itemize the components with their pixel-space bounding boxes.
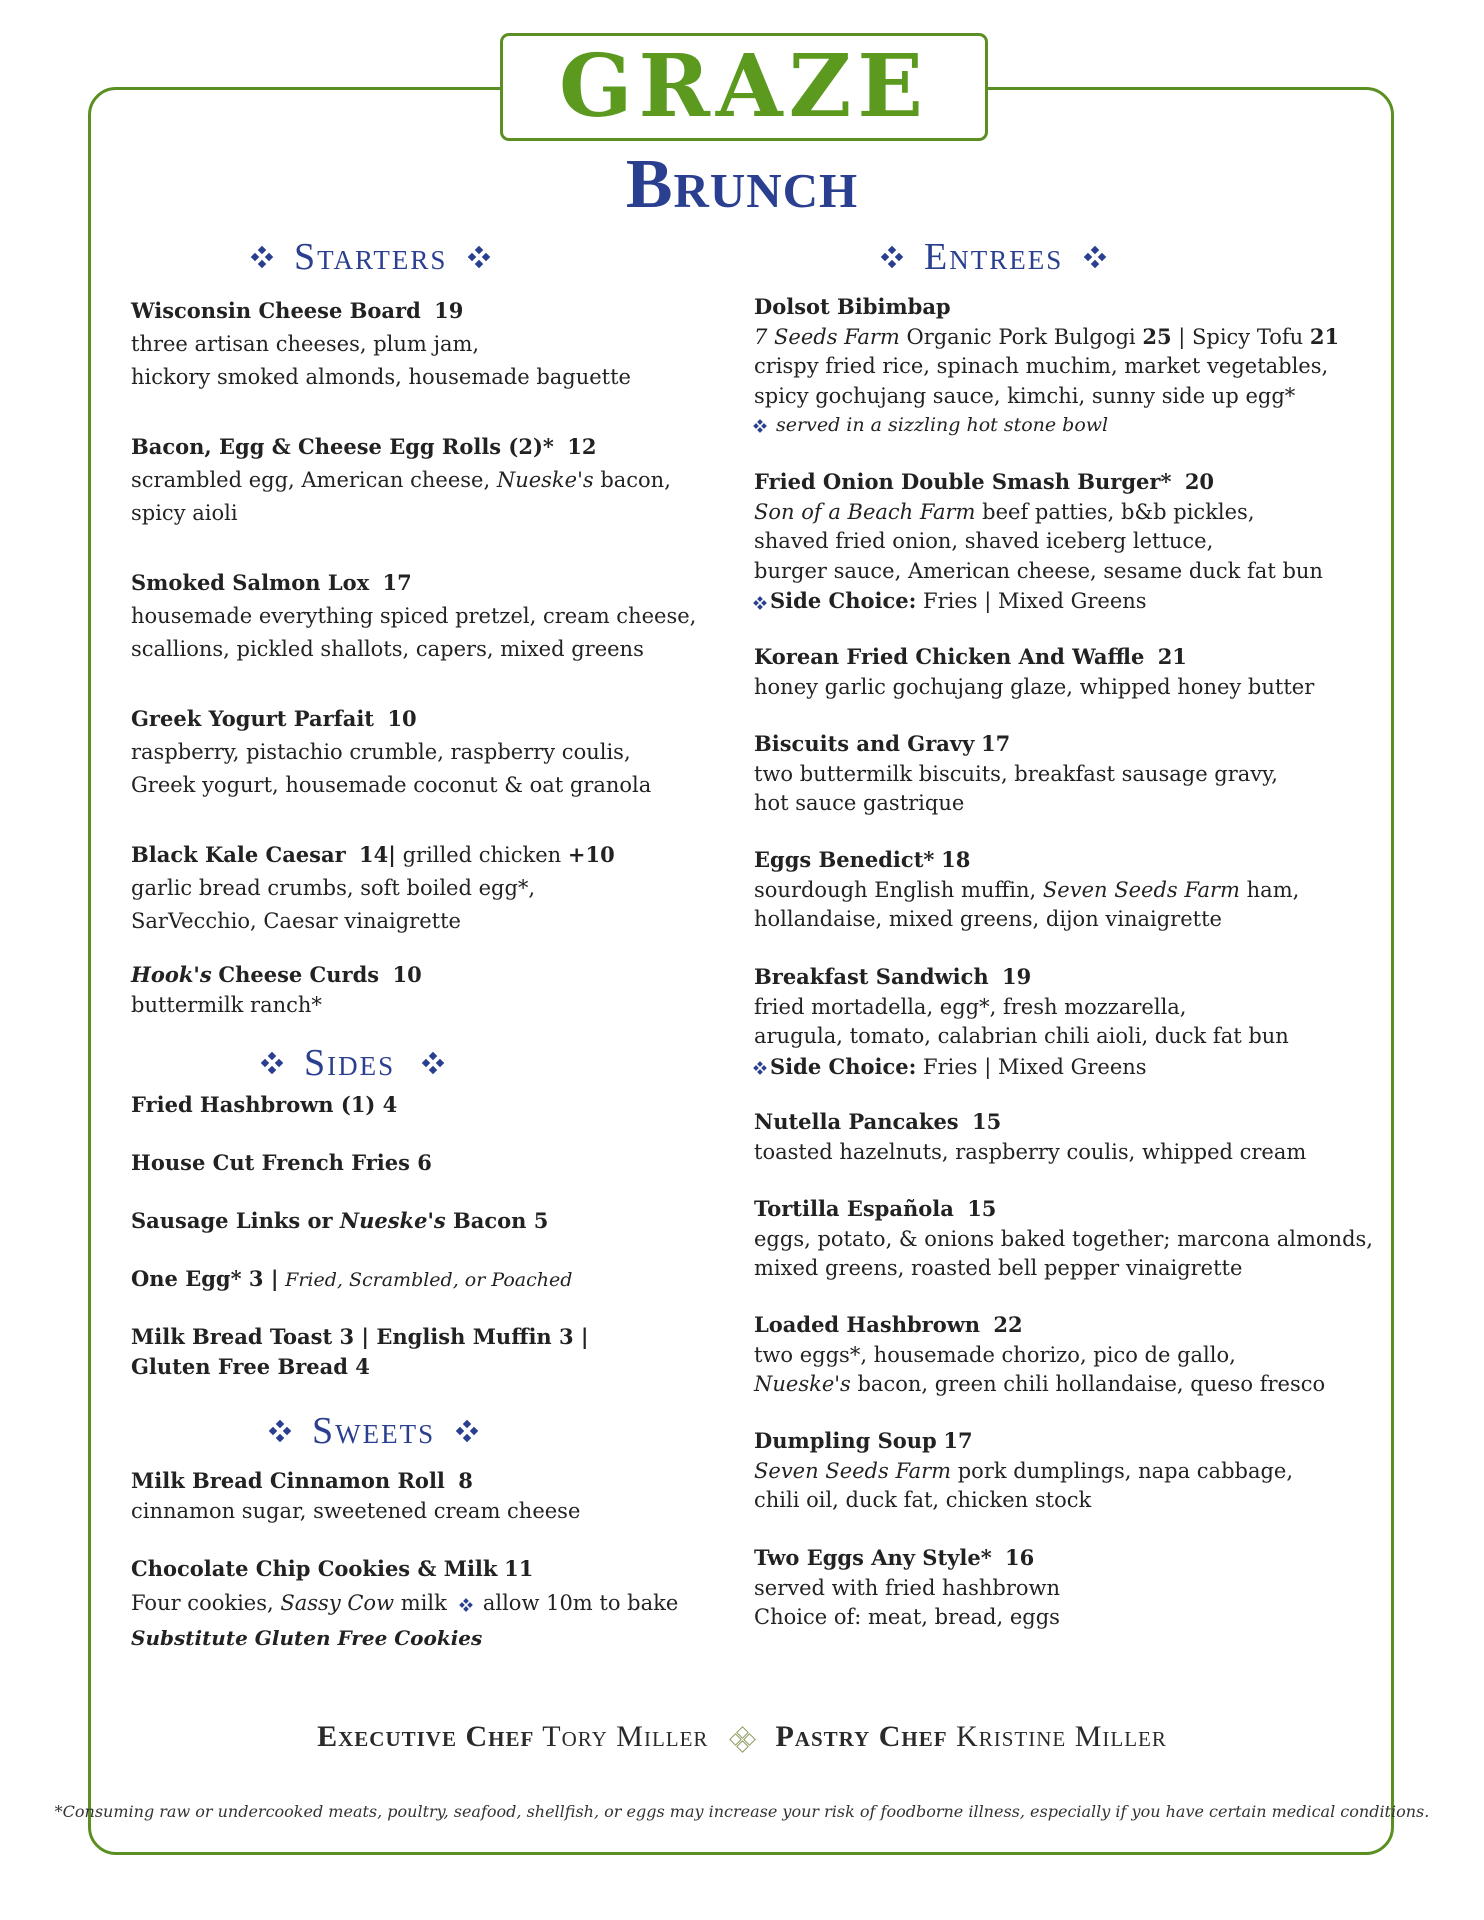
menu-item [131, 566, 697, 702]
sweets-heading [270, 1412, 499, 1450]
side-text: Bacon 5 [445, 1208, 549, 1233]
item-desc-italic: Nueske's [754, 1372, 851, 1396]
item-desc-italic: Seven Seeds Farm [1042, 877, 1240, 902]
item-desc: mixed greens, roasted bell pepper vinaigrette [754, 1256, 1243, 1280]
item-price: 16 [1005, 1545, 1035, 1570]
side-choice-label: Side Choice: [770, 588, 917, 613]
item-note: allow 10m to bake [482, 1591, 679, 1615]
ornament-icon [252, 247, 272, 267]
side-text: One Egg* 3 | [131, 1266, 279, 1291]
item-price: 22 [993, 1312, 1023, 1337]
item-desc: spicy aioli [131, 501, 238, 525]
item-desc: sourdough English muffin, [754, 877, 1043, 902]
ornament-icon [270, 1421, 290, 1441]
item-substitute: Substitute Gluten Free Cookies [131, 1626, 483, 1650]
side-item: Fried Hashbrown (1) 4 [131, 1092, 398, 1117]
item-price: 25 [1142, 323, 1172, 349]
item-price: 17 [943, 1428, 973, 1453]
side-choice-label: Side Choice: [770, 1053, 917, 1079]
item-desc: shaved fried onion, shaved iceberg lettuce, [754, 529, 1214, 553]
item-price: 8 [458, 1468, 473, 1493]
item-price: 17 [980, 731, 1011, 756]
item-desc: milk [394, 1591, 447, 1615]
item-addon-price: +10 [567, 842, 615, 867]
logo-text: GRAZE [559, 36, 929, 137]
menu-item [754, 292, 1354, 467]
item-desc: honey garlic gochujang glaze, whipped honey butter [754, 674, 1315, 699]
item-name: Loaded Hashbrown [754, 1312, 981, 1337]
item-name: Milk Bread Cinnamon Roll [131, 1468, 445, 1493]
menu-item [754, 1426, 1354, 1543]
item-price: 18 [941, 847, 971, 872]
item-price: 11 [504, 1556, 534, 1581]
side-choice: Fries | Mixed Greens [916, 1054, 1147, 1079]
menu-item [754, 1194, 1373, 1310]
menu-item [754, 729, 1354, 845]
item-price: 17 [382, 570, 412, 595]
item-name: Tortilla Española [754, 1196, 954, 1221]
item-price: 15 [967, 1196, 997, 1221]
item-price: 12 [567, 434, 597, 459]
item-name: Bacon, Egg & Cheese Egg Rolls (2)* [131, 434, 554, 459]
item-desc: arugula, tomato, calabrian chili aioli, duck fat bun [754, 1024, 1289, 1048]
item-desc: toasted hazelnuts, raspberry coulis, whipped cream [754, 1139, 1307, 1164]
item-desc: crispy fried rice, spinach muchim, market vegetables, [754, 354, 1329, 378]
disclaimer: *Consuming raw or undercooked meats, poultry, seafood, shellfish, or eggs may increase your risk of foodborne illness, especially if you have certain medical conditions. [54, 1802, 1430, 1821]
sides-heading-text: Sides [304, 1042, 396, 1084]
menu-item [131, 960, 691, 1020]
sweets-list [131, 1466, 711, 1656]
item-price: 10 [387, 706, 417, 731]
item-desc: raspberry, pistachio crumble, raspberry coulis, [131, 740, 631, 764]
item-name: Biscuits and Gravy [754, 731, 975, 756]
ornament-icon [1085, 247, 1105, 267]
item-desc: bacon, [593, 468, 671, 492]
item-desc: hot sauce gastrique [754, 791, 965, 815]
item-desc: hollandaise, mixed greens, dijon vinaigrette [754, 907, 1222, 931]
item-desc: hickory smoked almonds, housemade baguette [131, 365, 631, 389]
item-desc: cinnamon sugar, sweetened cream cheese [131, 1499, 581, 1523]
item-desc: ham, [1239, 877, 1300, 902]
menu-item [754, 467, 1354, 642]
item-desc: scrambled egg, American cheese, [131, 468, 497, 492]
pastry-chef-name: Kristine Miller [956, 1720, 1167, 1753]
item-desc-italic: Seven Seeds Farm [754, 1458, 952, 1483]
ornament-icon [754, 1062, 766, 1074]
menu-item [131, 294, 691, 430]
item-price: 10 [392, 962, 422, 987]
side-text: Milk Bread Toast 3 | English Muffin 3 | [131, 1324, 589, 1349]
sweets-heading-text: Sweets [312, 1410, 436, 1452]
item-price: 21 [1157, 644, 1187, 669]
side-choice: Fries | Mixed Greens [916, 589, 1147, 613]
item-desc: Organic Pork Bulgogi [899, 324, 1143, 349]
item-desc: Greek yogurt, housemade coconut & oat granola [131, 773, 652, 797]
item-desc-italic: Nueske's [496, 468, 594, 492]
item-price: 20 [1184, 469, 1215, 494]
menu-title: Brunch [625, 146, 859, 223]
item-addon: grilled chicken [402, 843, 562, 867]
item-price: 21 [1309, 323, 1340, 349]
sides-heading [262, 1044, 465, 1082]
item-desc: chili oil, duck fat, chicken stock [754, 1488, 1092, 1512]
item-name: Nutella Pancakes [754, 1109, 959, 1134]
ornament-icon [731, 1728, 753, 1750]
starters-heading-text: Starters [294, 236, 448, 278]
exec-chef-name: Tory Miller [542, 1720, 709, 1753]
item-name: Smoked Salmon Lox [131, 570, 370, 595]
side-note: Fried, Scrambled, or Poached [285, 1269, 573, 1291]
side-item [131, 1206, 691, 1264]
item-desc: eggs, potato, & onions baked together; marcona almonds, [754, 1226, 1373, 1251]
menu-item [131, 702, 691, 838]
chef-credits [0, 1722, 1484, 1752]
graze-logo [500, 33, 988, 141]
item-desc: | Spicy Tofu [1171, 324, 1310, 349]
side-text: Gluten Free Bread 4 [131, 1354, 370, 1379]
item-name: Black Kale Caesar [131, 842, 346, 867]
ornament-icon [469, 247, 489, 267]
item-note: served in a sizzling hot stone bowl [776, 414, 1109, 436]
item-name: Korean Fried Chicken And Waffle [754, 644, 1145, 669]
side-item [131, 1322, 691, 1382]
item-desc: housemade everything spiced pretzel, cream cheese, [131, 604, 697, 628]
ornament-icon [457, 1421, 477, 1441]
ornament-icon [423, 1053, 443, 1073]
menu-item [754, 1543, 1354, 1633]
menu-item [754, 1107, 1354, 1194]
item-desc: Four cookies, [131, 1591, 281, 1615]
starters-list [131, 294, 697, 1020]
item-name: Chocolate Chip Cookies & Milk [131, 1556, 498, 1581]
pastry-chef-title: Pastry Chef [775, 1720, 948, 1753]
menu-item [754, 1310, 1354, 1426]
side-item: House Cut French Fries 6 [131, 1150, 432, 1175]
item-desc-italic: 7 Seeds Farm [754, 324, 900, 349]
item-desc-italic: Sassy Cow [280, 1591, 395, 1615]
item-desc: SarVecchio, Caesar vinaigrette [131, 909, 461, 933]
menu-item [754, 962, 1354, 1107]
entrees-list [754, 292, 1373, 1633]
item-name: Two Eggs Any Style* [754, 1545, 992, 1570]
item-name: Cheese Curds [218, 962, 380, 987]
item-name-italic: Hook's [131, 962, 212, 987]
entrees-heading-text: Entrees [924, 236, 1064, 278]
item-name: Wisconsin Cheese Board [131, 298, 421, 323]
item-name: Eggs Benedict* [754, 847, 935, 872]
item-desc: burger sauce, American cheese, sesame duck fat bun [754, 558, 1323, 583]
side-item [131, 1264, 691, 1322]
side-text: Sausage Links or [131, 1208, 340, 1233]
item-desc: garlic bread crumbs, soft boiled egg*, [131, 876, 536, 900]
ornament-icon [754, 420, 766, 432]
side-text-italic: Nueske's [339, 1208, 446, 1233]
item-price: 14 [359, 842, 389, 867]
item-price: 19 [434, 298, 464, 323]
item-desc: beef patties, b&b pickles, [975, 499, 1255, 524]
item-desc: three artisan cheeses, plum jam, [131, 332, 480, 356]
ornament-icon [460, 1599, 472, 1611]
starters-heading [252, 238, 511, 276]
item-name: Fried Onion Double Smash Burger* [754, 469, 1172, 494]
item-name: Breakfast Sandwich [754, 964, 989, 989]
menu-item [754, 845, 1354, 962]
item-desc: two eggs*, housemade chorizo, pico de gallo, [754, 1342, 1236, 1367]
menu-item: Black Kale Caesar 14| grilled chicken +10 garlic bread crumbs, soft boiled egg*, SarVecchio, Caesar vinaigrette [131, 838, 691, 960]
item-desc: spicy gochujang sauce, kimchi, sunny side up egg* [754, 383, 1296, 408]
item-desc-italic: Son of a Beach Farm [754, 499, 976, 524]
ornament-icon [882, 247, 902, 267]
exec-chef-title: Executive Chef [317, 1720, 535, 1753]
item-price: 19 [1002, 964, 1032, 989]
menu-item [131, 430, 691, 566]
item-desc: two buttermilk biscuits, breakfast sausage gravy, [754, 761, 1278, 786]
menu-item [131, 1466, 711, 1552]
menu-item [131, 1552, 711, 1656]
menu-item [754, 642, 1354, 729]
item-desc: bacon, green chili hollandaise, queso fresco [850, 1372, 1326, 1396]
item-name: Dolsot Bibimbap [754, 294, 951, 319]
item-desc: buttermilk ranch* [131, 993, 322, 1017]
entrees-heading [882, 238, 1127, 276]
item-price: 15 [972, 1109, 1002, 1134]
item-desc: fried mortadella, egg*, fresh mozzarella, [754, 994, 1187, 1019]
item-name: Greek Yogurt Parfait [131, 706, 374, 731]
ornament-icon [754, 597, 766, 609]
item-name: Dumpling Soup [754, 1428, 937, 1453]
item-desc: scallions, pickled shallots, capers, mixed greens [131, 637, 644, 661]
item-desc: pork dumplings, napa cabbage, [951, 1458, 1294, 1483]
item-desc: served with fried hashbrown [754, 1575, 1061, 1600]
item-desc: Choice of: meat, bread, eggs [754, 1605, 1060, 1629]
sides-list [131, 1090, 691, 1382]
ornament-icon [262, 1053, 282, 1073]
